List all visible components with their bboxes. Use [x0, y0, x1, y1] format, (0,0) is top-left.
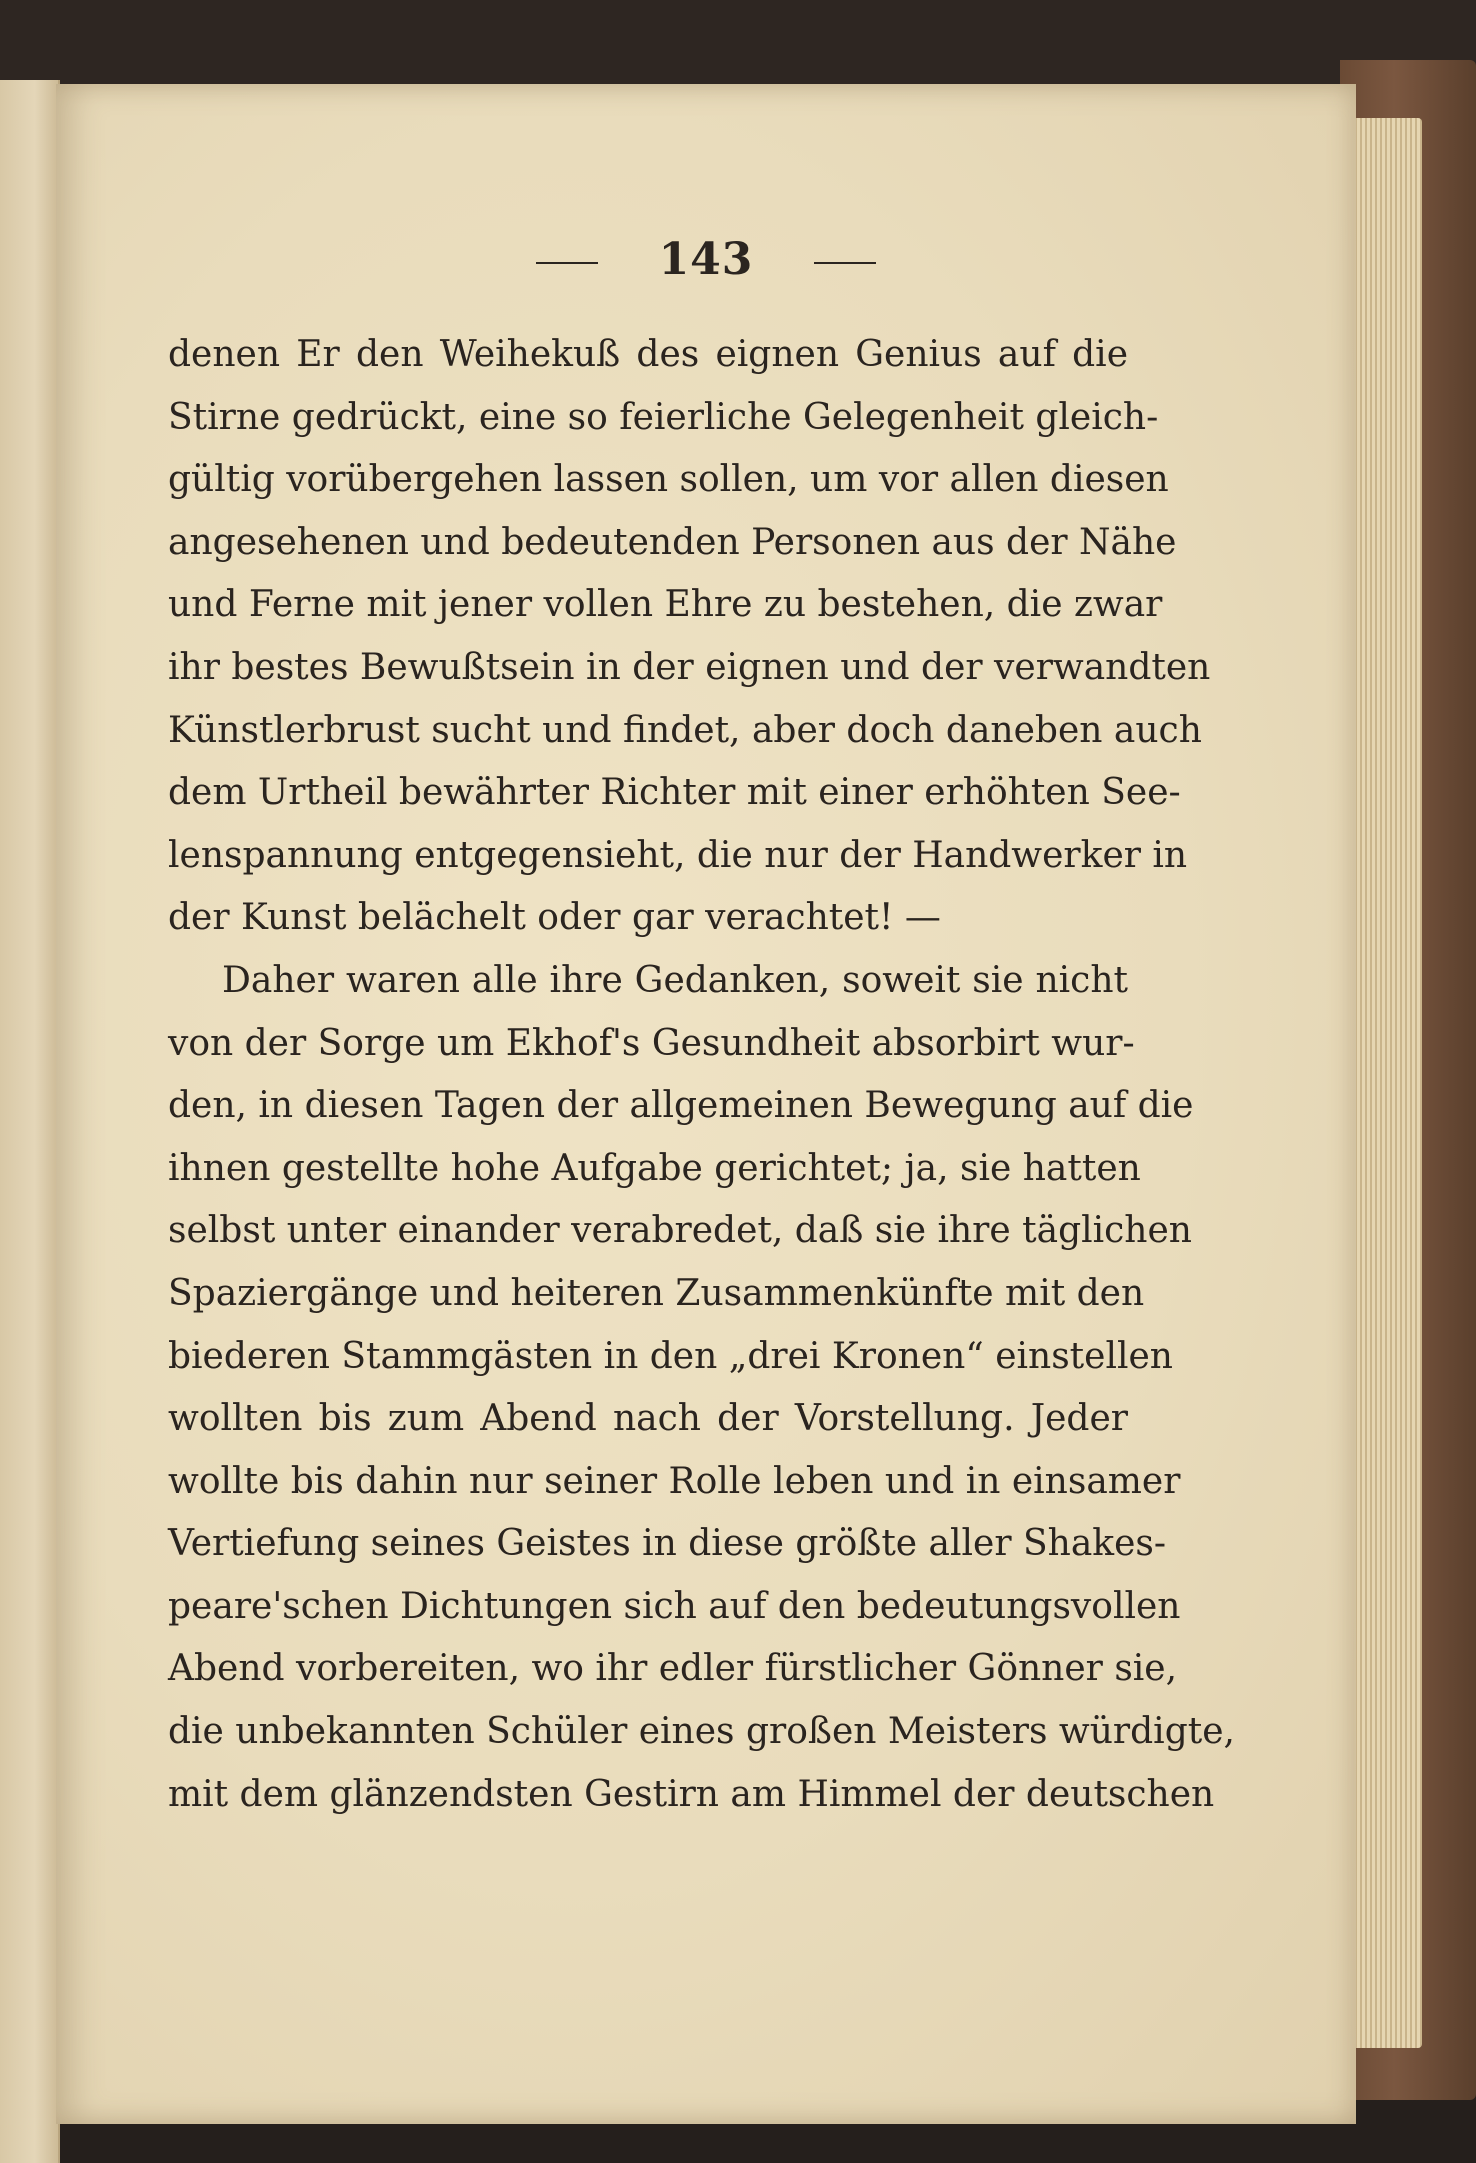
text-line: von der Sorge um Ekhof's Gesundheit absorbirt wur-: [168, 1022, 1135, 1064]
text-line: und Ferne mit jener vollen Ehre zu bestehen, die zwar: [168, 584, 1163, 626]
text-line: Stirne gedrückt, eine so feierliche Gelegenheit gleich-: [168, 396, 1159, 438]
page-stack-edges: [1352, 118, 1422, 2048]
text-line: lenspannung entgegensieht, die nur der Handwerker in: [168, 834, 1188, 876]
text-line: Vertiefung seines Geistes in diese größte aller Shakes-: [168, 1523, 1167, 1565]
text-line: ihr bestes Bewußtsein in der eignen und der verwandten: [168, 646, 1211, 688]
text-line: mit dem glänzendsten Gestirn am Himmel der deutschen: [168, 1773, 1215, 1815]
previous-page-edge: [0, 80, 60, 2163]
text-line: ihnen gestellte hohe Aufgabe gerichtet; ja, sie hatten: [168, 1147, 1141, 1189]
text-line: denen Er den Weihekuß des eignen Genius auf die: [168, 334, 1128, 375]
text-line: Spaziergänge und heiteren Zusammenkünfte mit den: [168, 1272, 1145, 1314]
text-line: wollten bis zum Abend nach der Vorstellung. Jeder: [168, 1398, 1128, 1440]
text-line: angesehenen und bedeutenden Personen aus der Nähe: [168, 521, 1177, 563]
text-line: dem Urtheil bewährter Richter mit einer erhöhten See-: [168, 772, 1181, 814]
page-header: [56, 234, 1356, 285]
book-page: [56, 84, 1356, 2124]
header-rule-left: [536, 262, 598, 264]
text-line: Abend vorbereiten, wo ihr edler fürstlicher Gönner sie,: [168, 1648, 1178, 1690]
text-line: wollte bis dahin nur seiner Rolle leben und in einsamer: [168, 1460, 1181, 1502]
text-line: peare'schen Dichtungen sich auf den bedeutungsvollen: [168, 1585, 1181, 1627]
text-line: selbst unter einander verabredet, daß sie ihre täglichen: [168, 1210, 1192, 1252]
text-line: den, in diesen Tagen der allgemeinen Bewegung auf die: [168, 1085, 1194, 1127]
paragraph-1: [168, 324, 1211, 950]
page-number: 143: [658, 234, 754, 285]
header-rule-right: [814, 262, 876, 264]
body-text: [168, 324, 1235, 1826]
text-line: die unbekannten Schüler eines großen Meisters würdigte,: [168, 1711, 1235, 1753]
text-line: der Kunst belächelt oder gar verachtet! —: [168, 897, 941, 939]
text-line: gültig vorübergehen lassen sollen, um vor allen diesen: [168, 459, 1169, 501]
paragraph-2: [168, 950, 1235, 1826]
text-line: biederen Stammgästen in den „drei Kronen“ einstellen: [168, 1335, 1173, 1377]
text-line: Daher waren alle ihre Gedanken, soweit sie nicht: [222, 959, 1128, 1001]
text-line: Künstlerbrust sucht und findet, aber doch daneben auch: [168, 709, 1202, 751]
